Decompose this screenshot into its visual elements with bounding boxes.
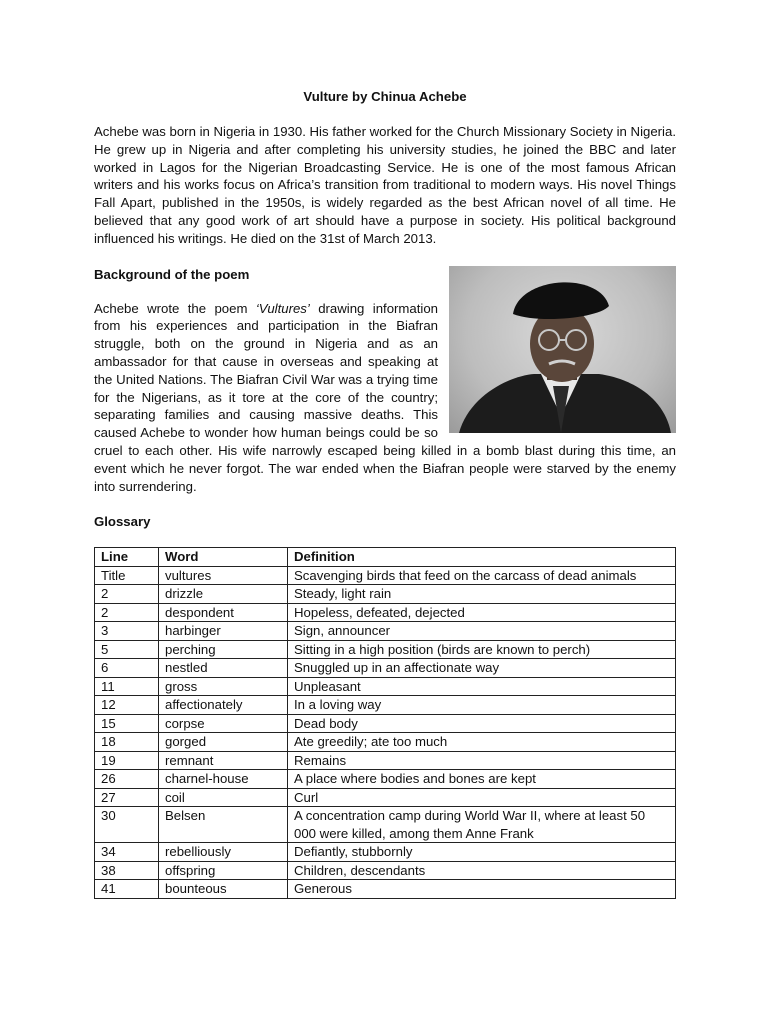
line-cell: 18 xyxy=(95,733,159,752)
glossary-table xyxy=(94,547,676,899)
table-row xyxy=(95,880,676,899)
definition-cell: Remains xyxy=(288,751,676,770)
word-cell: despondent xyxy=(159,603,288,622)
glossary-header-row xyxy=(95,548,676,567)
definition-cell: Unpleasant xyxy=(288,677,676,696)
column-header-definition: Definition xyxy=(288,548,676,567)
line-cell: 34 xyxy=(95,843,159,862)
line-cell: 12 xyxy=(95,696,159,715)
line-cell: 38 xyxy=(95,861,159,880)
word-cell: vultures xyxy=(159,566,288,585)
table-row xyxy=(95,603,676,622)
table-row xyxy=(95,677,676,696)
word-cell: nestled xyxy=(159,659,288,678)
line-cell: Title xyxy=(95,566,159,585)
line-cell: 2 xyxy=(95,603,159,622)
table-row xyxy=(95,788,676,807)
definition-cell: Defiantly, stubbornly xyxy=(288,843,676,862)
author-portrait-photo xyxy=(449,266,676,433)
word-cell: affectionately xyxy=(159,696,288,715)
line-cell: 41 xyxy=(95,880,159,899)
portrait-illustration xyxy=(449,266,676,433)
table-row xyxy=(95,585,676,604)
word-cell: offspring xyxy=(159,861,288,880)
table-row xyxy=(95,770,676,789)
definition-cell: In a loving way xyxy=(288,696,676,715)
poem-title-italic: ‘Vultures’ xyxy=(255,300,310,316)
word-cell: gorged xyxy=(159,733,288,752)
word-cell: corpse xyxy=(159,714,288,733)
definition-cell: Steady, light rain xyxy=(288,585,676,604)
definition-cell: Sitting in a high position (birds are known to perch) xyxy=(288,640,676,659)
definition-cell: Scavenging birds that feed on the carcass of dead animals xyxy=(288,566,676,585)
background-text-before: Achebe wrote the poem xyxy=(94,300,256,316)
table-row xyxy=(95,733,676,752)
word-cell: gross xyxy=(159,677,288,696)
table-row xyxy=(95,807,676,843)
definition-cell: Hopeless, defeated, dejected xyxy=(288,603,676,622)
line-cell: 5 xyxy=(95,640,159,659)
word-cell: Belsen xyxy=(159,807,288,843)
table-row xyxy=(95,714,676,733)
word-cell: remnant xyxy=(159,751,288,770)
column-header-line: Line xyxy=(95,548,159,567)
document-page xyxy=(94,88,676,899)
definition-cell: A concentration camp during World War II, where at least 50 000 were killed, among them Anne Frank xyxy=(288,807,676,843)
definition-cell: Curl xyxy=(288,788,676,807)
word-cell: bounteous xyxy=(159,880,288,899)
word-cell: drizzle xyxy=(159,585,288,604)
background-text-after: drawing information from his experiences and participation in the Biafran struggle, both on the ground in Nigeria and as an ambassador for that cause in overseas and speaking at the United Nations. The Biafran Civil War was a trying time for the Nigerians, as it tore at the core of the country; separating families and causing massive deaths. This caused Achebe to wonder how human beings could be so cruel to each other. His wife narrowly escaped being killed in a bomb blast during this time, an event which he never forgot. The war ended when the Biafran people were starved by the enemy into surrendering. xyxy=(94,300,676,494)
word-cell: coil xyxy=(159,788,288,807)
column-header-word: Word xyxy=(159,548,288,567)
line-cell: 30 xyxy=(95,807,159,843)
line-cell: 2 xyxy=(95,585,159,604)
table-row xyxy=(95,640,676,659)
definition-cell: Ate greedily; ate too much xyxy=(288,733,676,752)
line-cell: 11 xyxy=(95,677,159,696)
table-row xyxy=(95,566,676,585)
definition-cell: Generous xyxy=(288,880,676,899)
word-cell: harbinger xyxy=(159,622,288,641)
definition-cell: Sign, announcer xyxy=(288,622,676,641)
line-cell: 19 xyxy=(95,751,159,770)
table-row xyxy=(95,696,676,715)
definition-cell: Children, descendants xyxy=(288,861,676,880)
line-cell: 3 xyxy=(95,622,159,641)
line-cell: 6 xyxy=(95,659,159,678)
word-cell: perching xyxy=(159,640,288,659)
line-cell: 27 xyxy=(95,788,159,807)
intro-paragraph: Achebe was born in Nigeria in 1930. His father worked for the Church Missionary Society in Nigeria. He grew up in Nigeria and after completing his university studies, he joined the BBC and later worked in Lagos for the Nigerian Broadcasting Service. He is one of the most famous African writers and his works focus on Africa’s transition from traditional to modern ways. His novel Things Fall Apart, published in the 1950s, is widely regarded as the best African novel of all time. He believed that any good work of art should have a purpose in society. His political background influenced his writings. He died on the 31st of March 2013. xyxy=(94,124,676,246)
definition-cell: A place where bodies and bones are kept xyxy=(288,770,676,789)
line-cell: 15 xyxy=(95,714,159,733)
table-row xyxy=(95,751,676,770)
background-section xyxy=(94,300,676,496)
table-row xyxy=(95,843,676,862)
glossary-heading: Glossary xyxy=(94,514,151,530)
table-row xyxy=(95,861,676,880)
line-cell: 26 xyxy=(95,770,159,789)
word-cell: rebelliously xyxy=(159,843,288,862)
definition-cell: Snuggled up in an affectionate way xyxy=(288,659,676,678)
word-cell: charnel-house xyxy=(159,770,288,789)
background-heading: Background of the poem xyxy=(94,266,250,282)
table-row xyxy=(95,622,676,641)
document-title: Vulture by Chinua Achebe xyxy=(303,89,467,104)
definition-cell: Dead body xyxy=(288,714,676,733)
table-row xyxy=(95,659,676,678)
